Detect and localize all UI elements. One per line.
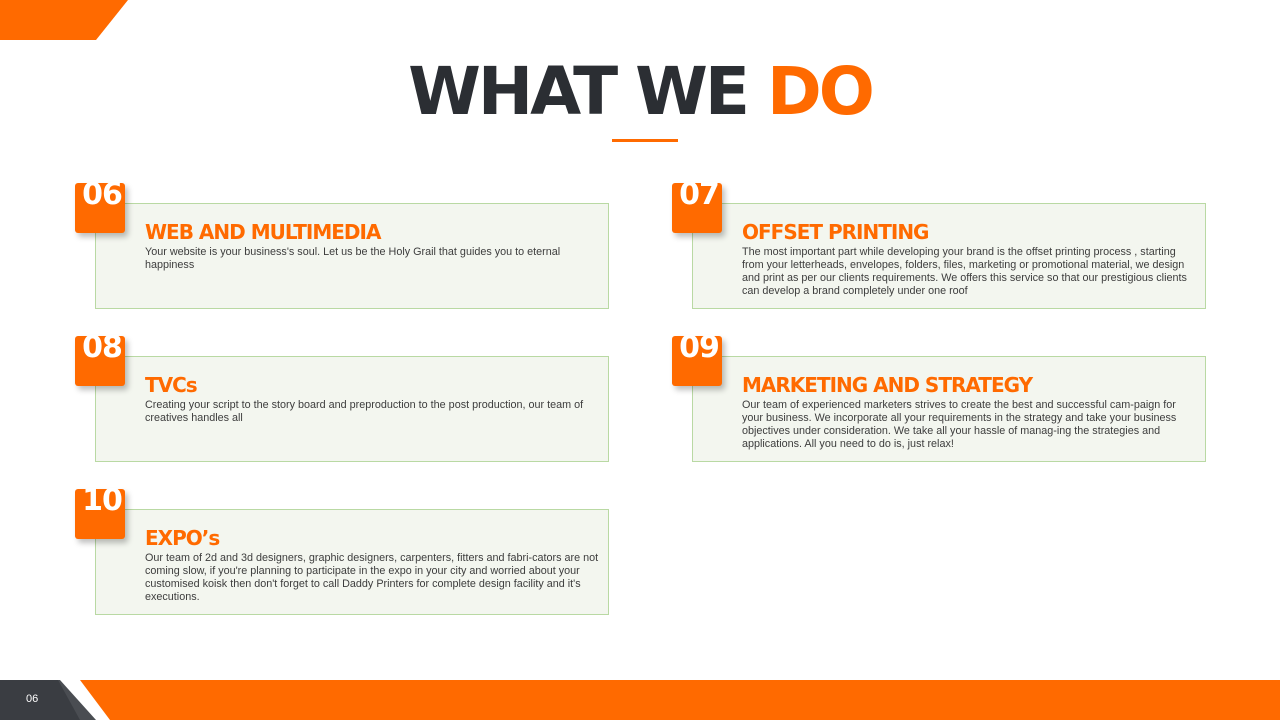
number-label: 08: [82, 330, 122, 365]
page-number: 06: [26, 693, 39, 705]
number-badge: [75, 483, 125, 539]
number-label: 09: [679, 330, 719, 365]
number-badge: [672, 330, 722, 386]
number-label: 06: [82, 177, 122, 212]
card-panel: [692, 356, 1206, 462]
card-title: EXPO’s: [145, 526, 220, 550]
number-badge: [672, 177, 722, 233]
card-title: WEB AND MULTIMEDIA: [145, 220, 381, 244]
card-description: Our team of experienced marketers strives to create the best and successful cam-paign for your business. We incorporate all your requirements in the strategy and take your business objectives under consideration. We take all your hassle of manag-ing the strategies and applications. All you need to do is, just relax!: [742, 399, 1177, 450]
number-badge: [75, 330, 125, 386]
number-label: 10: [82, 483, 122, 518]
card-description: Our team of 2d and 3d designers, graphic designers, carpenters, fitters and fabri-cators are not coming slow, if you're planning to participate in the expo in your city and worried about your customised koisk then don't forget to call Daddy Printers for complete design facility and it's executions.: [145, 552, 599, 603]
title-main: WHAT WE: [408, 53, 767, 130]
number-badge: [75, 177, 125, 233]
card-description: Creating your script to the story board and preproduction to the post production, our team of creatives handles all: [145, 399, 584, 424]
card-title: OFFSET PRINTING: [742, 220, 929, 244]
card-panel: [95, 356, 609, 462]
footer-bar: [0, 680, 1280, 720]
card-panel: [95, 509, 609, 615]
footer-orange-band: [80, 680, 1280, 720]
title-underline: [612, 139, 678, 142]
page-title: [0, 53, 1280, 130]
corner-decoration-top-left: [0, 0, 128, 40]
footer-dark-band: [0, 680, 80, 720]
card-description: The most important part while developing your brand is the offset printing process , starting from your letterheads, envelopes, folders, files, marketing or promotional material, we design and print as per our clients requirements. We offers this service so that our prestigious clients can develop a brand completely under one roof: [742, 246, 1187, 297]
card-title: MARKETING AND STRATEGY: [742, 373, 1033, 397]
card-panel: [692, 203, 1206, 309]
card-panel: [95, 203, 609, 309]
card-description: Your website is your business's soul. Let us be the Holy Grail that guides you to eternal happiness: [145, 246, 561, 271]
title-accent: DO: [766, 53, 872, 130]
number-label: 07: [679, 177, 719, 212]
card-title: TVCs: [145, 373, 197, 397]
